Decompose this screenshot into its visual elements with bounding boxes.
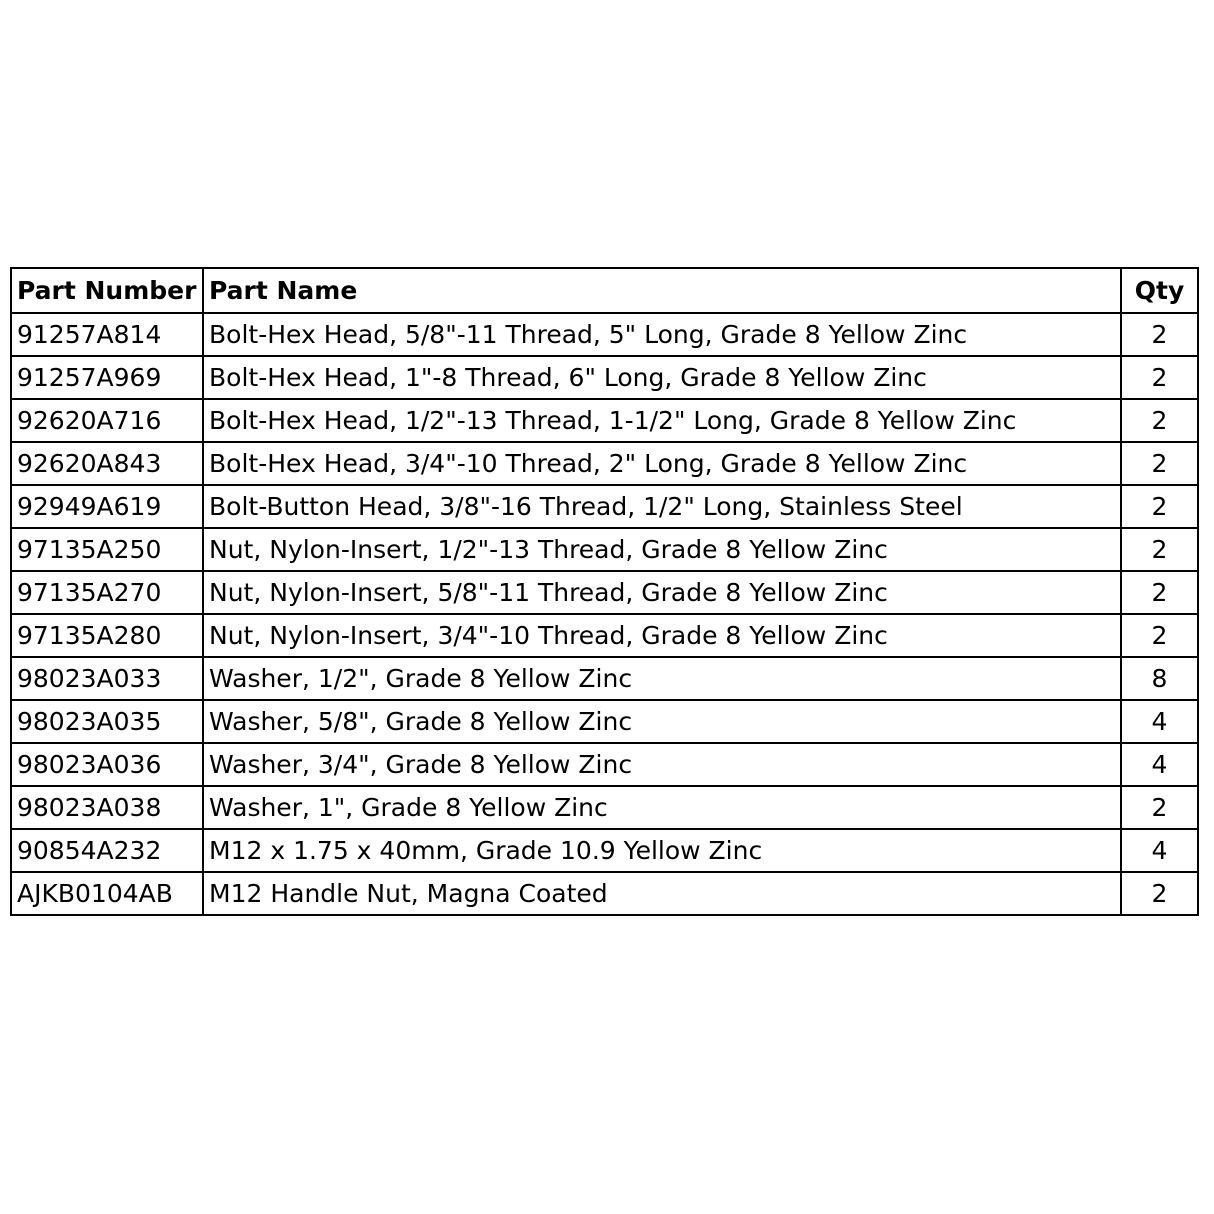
part-name-cell: Bolt-Hex Head, 1"-8 Thread, 6" Long, Grade 8 Yellow Zinc bbox=[203, 356, 1121, 399]
parts-table bbox=[10, 267, 1199, 916]
qty-cell: 4 bbox=[1121, 829, 1198, 872]
part-number-cell: 92949A619 bbox=[11, 485, 203, 528]
qty-cell: 2 bbox=[1121, 571, 1198, 614]
qty-cell: 2 bbox=[1121, 313, 1198, 356]
table-header bbox=[11, 268, 1198, 313]
table-row bbox=[11, 700, 1198, 743]
qty-cell: 2 bbox=[1121, 399, 1198, 442]
part-name-cell: Bolt-Hex Head, 5/8"-11 Thread, 5" Long, Grade 8 Yellow Zinc bbox=[203, 313, 1121, 356]
part-name-cell: Bolt-Hex Head, 3/4"-10 Thread, 2" Long, Grade 8 Yellow Zinc bbox=[203, 442, 1121, 485]
part-name-cell: M12 Handle Nut, Magna Coated bbox=[203, 872, 1121, 915]
part-name-cell: Nut, Nylon-Insert, 1/2"-13 Thread, Grade 8 Yellow Zinc bbox=[203, 528, 1121, 571]
header-part-name: Part Name bbox=[203, 268, 1121, 313]
part-name-cell: Bolt-Hex Head, 1/2"-13 Thread, 1-1/2" Long, Grade 8 Yellow Zinc bbox=[203, 399, 1121, 442]
part-name-cell: Nut, Nylon-Insert, 5/8"-11 Thread, Grade 8 Yellow Zinc bbox=[203, 571, 1121, 614]
part-number-cell: 97135A270 bbox=[11, 571, 203, 614]
part-name-cell: Washer, 1/2", Grade 8 Yellow Zinc bbox=[203, 657, 1121, 700]
qty-cell: 4 bbox=[1121, 743, 1198, 786]
table-row bbox=[11, 829, 1198, 872]
part-number-cell: 97135A250 bbox=[11, 528, 203, 571]
table-row bbox=[11, 657, 1198, 700]
table-row bbox=[11, 313, 1198, 356]
table-row bbox=[11, 743, 1198, 786]
qty-cell: 2 bbox=[1121, 442, 1198, 485]
table-row bbox=[11, 786, 1198, 829]
header-row bbox=[11, 268, 1198, 313]
qty-cell: 2 bbox=[1121, 528, 1198, 571]
part-number-cell: 91257A969 bbox=[11, 356, 203, 399]
qty-cell: 2 bbox=[1121, 356, 1198, 399]
part-number-cell: AJKB0104AB bbox=[11, 872, 203, 915]
qty-cell: 2 bbox=[1121, 872, 1198, 915]
part-number-cell: 92620A843 bbox=[11, 442, 203, 485]
table-row bbox=[11, 442, 1198, 485]
part-number-cell: 98023A035 bbox=[11, 700, 203, 743]
qty-cell: 2 bbox=[1121, 614, 1198, 657]
part-name-cell: Washer, 3/4", Grade 8 Yellow Zinc bbox=[203, 743, 1121, 786]
part-name-cell: Nut, Nylon-Insert, 3/4"-10 Thread, Grade 8 Yellow Zinc bbox=[203, 614, 1121, 657]
qty-cell: 2 bbox=[1121, 485, 1198, 528]
table-row bbox=[11, 399, 1198, 442]
part-number-cell: 97135A280 bbox=[11, 614, 203, 657]
part-number-cell: 90854A232 bbox=[11, 829, 203, 872]
part-name-cell: Washer, 1", Grade 8 Yellow Zinc bbox=[203, 786, 1121, 829]
table-row bbox=[11, 872, 1198, 915]
qty-cell: 4 bbox=[1121, 700, 1198, 743]
part-number-cell: 98023A036 bbox=[11, 743, 203, 786]
part-number-cell: 98023A038 bbox=[11, 786, 203, 829]
header-part-number: Part Number bbox=[11, 268, 203, 313]
table-body bbox=[11, 313, 1198, 915]
part-number-cell: 98023A033 bbox=[11, 657, 203, 700]
header-qty: Qty bbox=[1121, 268, 1198, 313]
qty-cell: 2 bbox=[1121, 786, 1198, 829]
table-row bbox=[11, 614, 1198, 657]
table-row bbox=[11, 485, 1198, 528]
table-row bbox=[11, 528, 1198, 571]
qty-cell: 8 bbox=[1121, 657, 1198, 700]
table-row bbox=[11, 571, 1198, 614]
part-name-cell: Bolt-Button Head, 3/8"-16 Thread, 1/2" Long, Stainless Steel bbox=[203, 485, 1121, 528]
part-name-cell: M12 x 1.75 x 40mm, Grade 10.9 Yellow Zinc bbox=[203, 829, 1121, 872]
part-name-cell: Washer, 5/8", Grade 8 Yellow Zinc bbox=[203, 700, 1121, 743]
part-number-cell: 92620A716 bbox=[11, 399, 203, 442]
table-row bbox=[11, 356, 1198, 399]
part-number-cell: 91257A814 bbox=[11, 313, 203, 356]
